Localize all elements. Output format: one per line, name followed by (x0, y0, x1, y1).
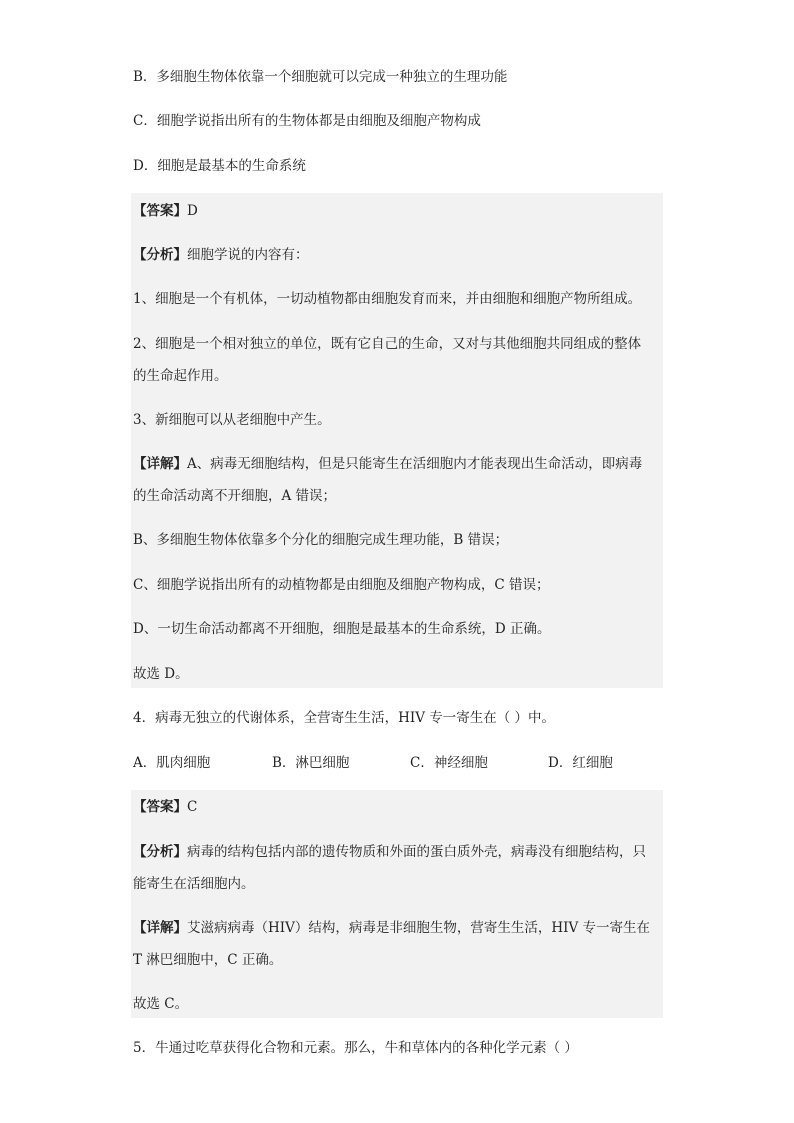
answer-tag: 【答案】 (133, 799, 187, 815)
q4-detail-line-1 (133, 917, 663, 939)
q4-answer (133, 796, 663, 818)
q3-option-b: B．多细胞生物体依靠一个细胞就可以完成一种独立的生理功能 (133, 69, 508, 85)
q3-conclusion: 故选 D。 (133, 666, 189, 682)
q3-point-2-line-2: 的生命起作用。 (133, 368, 228, 384)
q4-analysis-line-1 (133, 841, 663, 863)
q3-detail-b: B、多细胞生物体依靠多个分化的细胞完成生理功能，B 错误； (133, 532, 509, 548)
q3-point-3: 3、新细胞可以从老细胞中产生。 (133, 412, 331, 428)
analysis-text: 病毒的结构包括内部的遗传物质和外面的蛋白质外壳，病毒没有细胞结构，只 (187, 844, 646, 860)
analysis-tag: 【分析】 (133, 844, 187, 860)
q3-option-d: D．细胞是最基本的生命系统 (133, 158, 306, 174)
q4-option-b: B．淋巴细胞 (272, 755, 350, 771)
detail-tag: 【详解】 (133, 920, 187, 936)
q4-option-c: C．神经细胞 (410, 755, 488, 771)
q4-option-d: D．红细胞 (548, 755, 613, 771)
solution-block-q3 (131, 193, 663, 688)
q3-analysis (133, 244, 663, 266)
q3-detail-a-line-1 (133, 453, 663, 475)
detail-text: 艾滋病病毒（HIV）结构，病毒是非细胞生物，营寄生生活，HIV 专一寄生在 (187, 920, 651, 936)
answer-tag: 【答案】 (133, 203, 187, 219)
q4-analysis-line-2: 能寄生在活细胞内。 (133, 876, 255, 892)
analysis-text: 细胞学说的内容有： (187, 247, 309, 263)
q4-stem: 4．病毒无独立的代谢体系，全营寄生生活，HIV 专一寄生在（ ）中。 (133, 710, 556, 726)
q4-detail-line-2: T 淋巴细胞中，C 正确。 (133, 952, 283, 968)
q3-point-2-line-1: 2、细胞是一个相对独立的单位，既有它自己的生命，又对与其他细胞共同组成的整体 (133, 336, 642, 352)
q4-conclusion: 故选 C。 (133, 996, 189, 1012)
q4-option-a: A．肌肉细胞 (133, 755, 211, 771)
q3-answer (133, 200, 663, 222)
answer-value: C (187, 799, 198, 815)
detail-a-text: A、病毒无细胞结构，但是只能寄生在活细胞内才能表现出生命活动，即病毒 (187, 456, 643, 472)
solution-block-q4 (131, 790, 663, 1018)
q3-detail-c: C、细胞学说指出所有的动植物都是由细胞及细胞产物构成，C 错误； (133, 577, 550, 593)
answer-value: D (187, 203, 198, 219)
detail-tag: 【详解】 (133, 456, 187, 472)
q3-detail-a-line-2: 的生命活动离不开细胞，A 错误； (133, 488, 337, 504)
q4-options (133, 752, 663, 774)
q3-point-1: 1、细胞是一个有机体，一切动植物都由细胞发育而来，并由细胞和细胞产物所组成。 (133, 291, 642, 307)
q5-stem: 5．牛通过吃草获得化合物和元素。那么，牛和草体内的各种化学元素（ ） (133, 1040, 578, 1056)
q3-option-c: C．细胞学说指出所有的生物体都是由细胞及细胞产物构成 (133, 113, 481, 129)
q3-detail-d: D、一切生命活动都离不开细胞，细胞是最基本的生命系统，D 正确。 (133, 621, 551, 637)
analysis-tag: 【分析】 (133, 247, 187, 263)
